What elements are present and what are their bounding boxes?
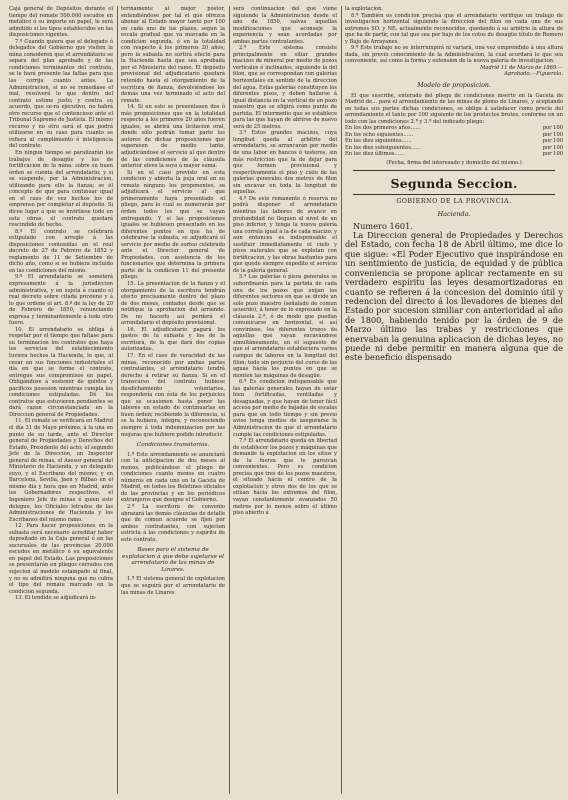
paragraph: Caja general de Depósitos durante el tiempo del remate 500.000 escudos en metálico ó su importe en papel, le será admitido si los tipos establecidos en las disposiciones vigentes. bbox=[9, 6, 113, 39]
form-row-value: por 100 bbox=[542, 125, 563, 132]
column-4 bbox=[342, 6, 566, 794]
form-row-label: En los diez subsiguientes...... bbox=[345, 144, 421, 151]
paragraph: 9.ª Este trabajo no se interrumpirá ni variará, una vez emprendido á una altura dada, sin previo conocimiento de la Administracion, la cual acordará lo que sea conveniente, así como la forma y extension de la nueva galería de investigacion. bbox=[345, 45, 563, 65]
paragraph: 7.ª El arrendatario queda en libertad de establecer los pozos y máquinas que demande la explotacion en los sitios y de la fuerza que le parezcan convenientes. Pero es condicion precisa que tres de los pozos maestros, el situado hácia el centro de la explotacion y otros dos de los que se sitúan hácia los extremos del filon, vayan constantemente avanzados 50 metros por lo menos sobre el último piso abierto á bbox=[233, 438, 337, 517]
column-1 bbox=[6, 6, 116, 794]
paragraph: La Direccion general de Propiedades y Derechos del Estado, con fecha 18 de Abril último, me dice lo que sigue: «El Poder Ejecutivo que inspirándose en un sentimiento de justicia, de equidad y de pública conveniencia se propone aplicar rectamente en su verdadero espíritu las leyes desamortizadoras en cuanto se refieren á la concesion del dominio útil y redencion del directo á los llevadores de bienes del Estado por sucesion similiar con anterioridad al año de 1800, habiendo tenido por la órden de 9 de Marzo último las trabas y restricciones que enervaban la genuina aplicacion de dichas leyes, no puede ni debe permitir en manera alguna que de este beneficio dispensado bbox=[345, 230, 563, 363]
paragraph: 8.ª También es condicion precisa que el arrendatario verifique un trabajo de investigacion horizontal siguiendo la direccion del filon en cada uno de sus extremos SO. y NE. actualmente reconocidos, quedando á su arbitrio la altura de que ha de partir, con tal que sea por bajo de los cotos de desagüe título de Romero y Bajo de Arrayanes. bbox=[345, 12, 563, 45]
big-text-block bbox=[345, 222, 563, 363]
paragraph: 11. El remate se verificará en Madrid el día 31 de Mayo próximo, á la una en punto de su tarde, ante el Director general de Propiedades y Derechos del Estado, Presidente del acto; el segundo Jefe de la Direccion, un Inspector general de minas, el Asesor general del Ministerio de Hacienda, y un delegado suyo, y el Escribano del mismo; y en Barcelona, Sevilla, Jaen y Bilbao en el mismo dia y hora que en Madrid, ante los Gobernadores respectivos, el Ingeniero Jefe de minas é quien este delegue, los Oficiales letrados de las Administraciones de Hacienda y los Escribanos del mismo ramo. bbox=[9, 418, 113, 523]
paragraph: 13. El tendido se adjudicará in- bbox=[15, 595, 97, 602]
paragraph: 9.º El arrendatario se someterá expresamente á la jurisdiccion administrativa, y en sujeta á cuanto el real decreto sobre citada previene y á lo que ordene el art. 8.º de la ley de 20 de Febrero de 1850, renunciando expresa y terminantemente á todo otro fuero. bbox=[9, 274, 113, 327]
section-heading: Bases para el sistema de explotacion á que debe sujetarse el arrendatario de las minas de Linares. bbox=[122, 547, 224, 573]
paragraph: 1.ª Este arrendamiento se anunciará con la anticipacion de dos meses al menos, publicándose el pliego de condiciones cuanto menos en cuatro números en cada uno en la Gaceta de Madrid, en todos los Boletines oficiales de las provincias y en los periódicos extranjeros que designe el Gobierno. bbox=[121, 451, 225, 504]
hacienda-heading: Hacienda. bbox=[437, 210, 471, 219]
paragraph: 2.ª La escritura de convenio abrazará las demás cláusulas de detalle que de comun acuerdo se fijen por ambos contratantes, con sujecion estricta á las condiciones y espíritu de este contrato. bbox=[121, 504, 225, 543]
form-row bbox=[345, 151, 563, 158]
numero: Numero 1601. bbox=[353, 220, 413, 231]
paragraph: 10. El arrendatario se obliga á respetar por el tiempo que faltase para su terminacion los contratos que haya los servicios del establecimiento tuviera hechos la Hacienda, lo que, al cesar en sus funciones industriales el día en que se forme el contrato, entregue sus compromisos en papel. Obligándose á sostener de quietos y pacificos posesion mientras cumpla los condiciones estipuladas. Dé los contratos que estuvieren pendientes se dará razon circunstanciada en la Direccion general de Propiedades. bbox=[9, 326, 113, 418]
column-3 bbox=[230, 6, 340, 794]
paragraph: 12. Para hacer proposiciones en la subasta será necesario acreditar haber depositado en la Caja general ó en las sucursales de las provincias 20.000 escudos en metálico ó su equivalente en papel del Estado. Las proposiciones se presentarán en pliegos cerrados con sujecion al modelo estampado al final, y no se admitirá ninguna que no cubra el tipo del remate marcado en la condicion segunda. bbox=[9, 523, 113, 595]
paragraph: 6.ª Es condicion indispensable que las galerías generales hayan de estar bien fortificadas, ventiladas y desaguadas, y que hayan de tener fácil acceso por medio de bajadas de escalas para que en todo tiempo y sin previo aviso tenga medios de asegurarse la Administracion de que el arrendatario cumple las condiciones estipuladas. bbox=[233, 379, 337, 438]
paragraph: 15. La presentacion de la fianza y el otorgamiento de la escritura tendrán efecto precisamente dentro del plazo de dos meses, contados desde que se notifique la aprobacion del arriendo. De no hacerlo así perderá el arrendatario el depósito provisional. bbox=[121, 280, 225, 327]
paragraph: En ningun tiempo se paralizarán los trabajos de desagüe y los de fortificacion de la mina: sobre su buen órden se cuenta del arrendatario; y si se suspende, por la Administracion, utilizando para ello la fianza; se él concepto de que para continuar igual en el caso de vez hechos los de emprenso por completar el depósito. Si dicee lugar á que se invirtiese todo en esta obras, el contrato quedará rescindido de hecho. bbox=[9, 150, 113, 229]
form-row-value: por 100 bbox=[542, 144, 563, 151]
form-row-value: por 100 bbox=[542, 151, 563, 158]
paragraph: 8.º El contrato se celebrará estipulado con arreglo á las disposiciones contenidas en el real decreto de 27 de Febrero de 1852 y reglamento de 11 de Setiembre de dicho año, como si se hubiera incluido en las condiciones del mismo. bbox=[9, 228, 113, 274]
paragraph: 14. Si en este se presentasen dos ó más proposiciones que en la totalidad respecto á los primeros 20 años fueren iguales, se abrirá una licitacion oral, donde sólo podrán tomar parte los autores de dichas proposiciones que superasen de medio tanto, adjudicándose el servicio al que dentro de las condiciones de la cláusula anterior eleve la suya á mayor suma. bbox=[121, 104, 225, 170]
form-row-label: En los diez siguientes...... bbox=[345, 138, 412, 145]
form-row-value: por 100 bbox=[542, 138, 563, 145]
form-row-label: En los dos primeros años...... bbox=[345, 125, 421, 132]
paragraph: El que suscribe, enterado del pliego de condiciones inserto en la Gaceta de Madrid de... para el arrendamiento de las minas de plomo de Linares, y aceptando en todas sus partes dichas condiciones, se obliga á satisfacer como precio del arrendamiento el tanto por 100 siguiente de los productos brutos, conforme en un todo con las condiciones 2.ª y 3.ª del indicado pliego: bbox=[345, 92, 563, 125]
paragraph: terinamente al mejor postor, entendiéndose por tal el que ofrezca abonar al Estado mayor tanto por 100 en cada uno de los plazos, segun la escala gradual que va marcada en la condicion segunda, ó en la totalidad con respecto á los primeros 20 años; pero la subasta no surtirá efecto para la Hacienda hasta que sea aprobada por el Ministerio del ramo. El depósito provisional del adjudicatario quedará retenido hasta el otorgamiento de la escritura de fianza, devolviéndose los demás una vez terminado el acto del remate. bbox=[121, 6, 225, 104]
paragraph: Si en el caso previsto en esta condicion y abierta la puja oral en su remate ninguno los proponentes, se adjudicará el servicio al que primeramente haya presentado el pliego, para lo cual se numerarán por órden todos los que se vayan entregando. Y si las proposiciones iguales se hubiesen presentado en los diferentes puntos en que ha de celebrarse la subasta, se adjudicará el servicio por medio de sorteo celebrado ante el Director general de Propiedades, con asistencia de los funcionarios que determina la primera parte de la condicion 11 del presente pliego. bbox=[121, 169, 225, 281]
paragraph: 7.º Cuando quiera que el delegado ó delegados del Gobierno que visiten la mina consideren que el arrendatario se separa del plan aprobado y de las condiciones terminantes del contrato, se le hará presente las faltas para que las corrija cuanto antes. La Administracion, si no se remediase el mal, resolverá lo que dentro del contrato estime justo; y contra su acuerdo, que se-rá ejecutivo, no habrá otro recurso que el contencioso ante el Tribunal Supremo de Justicia. El mismo recurso y no otro será el que podrá utilizarse en su caso para cuanto se refiera al cumplimiento é inteligencia del contrato. bbox=[9, 38, 113, 150]
paragraph: 1.ª El sistema general de explotacion que se seguirá por el arrendatario de las minas de Linares bbox=[121, 576, 225, 596]
paragraph: 5.ª Las galerías ó pisos generales se subordinarán para la partida de cada uno de los pozos que exijan los diferentes sectores en que se divide un solo pozo maestro (señalado de comun acuerdo), á tenor de lo expresado en la cláusula 2.ª, ó de modo que puedan comunicarse en horizontal, si así conviniese, los diferentes trozos de aquellas que vayan excavándose simultáneamente, en el supuesto de que el arrendatario estableciera varios campos de labores en la longitud del filon; todo sin perjuicio del curso de las aguas hácia los puntos en que se monten las máquinas de desagüe. bbox=[233, 274, 337, 379]
column-2 bbox=[118, 6, 228, 794]
gobierno-heading: GOBIERNO DE LA PROVINCIA. bbox=[396, 197, 512, 205]
paragraph: será continuacion del que viene siguiendo la Administracion desde el año de 1850, salvas aquellas modificaciones que aconseje la experiencia y sean acordadas por ambas partes contratantes. bbox=[233, 6, 337, 45]
section-heading: Condiciones transitorias. bbox=[136, 442, 210, 449]
form-row-value: por 100 bbox=[542, 131, 563, 138]
paragraph: 3.ª Estos grandes macizos, cuya longitud queda al arbitrio del arrendatario, se arrancarán por medio de una labor en bancos ó testeros, sin más restriccion que la de dejar para que formen provisional y respectivamente el piso y cielo de las galerías generales dos metros de filon sin excavar en toda la longitud de aquellas. bbox=[233, 130, 337, 196]
signature-approved: Aprobado.—Figuerola. bbox=[504, 71, 563, 78]
section-title: Segunda Seccion. bbox=[390, 175, 518, 191]
form-row-label: En los ocho siguientes...... bbox=[345, 131, 414, 138]
paragraph: 2.ª Este sistema consiste principalmente en sitiar grandes macizos de mineral por medio de pozos verticales é inclinados, siguiendo la del filon, que se correspondan con galerías horizontales en sentido de la direccion del agua. Estas galerías constituyen los diferentes pisos, y deben hallarse á igual distancia en la vertical de un pozo maestro que se eligirá como punto de partida. El intermedio que se establece para las que hayan de abrirse de nuevo será de 25 metros. bbox=[233, 45, 337, 130]
model-title: Modelo de proposicion. bbox=[417, 82, 491, 90]
paragraph: 16. El adjudicatario pagará los gastos de la subasta y los de la escritura, de la que dará dos copias autorizadas. bbox=[121, 326, 225, 353]
divider bbox=[353, 170, 555, 171]
fecha-note: (Fecha, firma del interesado y domicilio del mismo.) bbox=[386, 160, 522, 167]
columns bbox=[6, 6, 564, 794]
paragraph: 4.ª De este remanente ó reserva no podrá disponer el arrendatario mientras las labores de avance en profundidad no lleguen al nivel de un piso inferior, y tenga la nueva galería una correla igual á la de cada macizo; y aun entonces es indispensable el sustituir inmediatamente el cielo y pisos naturales que se explotan con fortificacion, y las obras bastantes para que quede siempre expedito el servicio de la galería general. bbox=[233, 195, 337, 274]
form-row-label: En los diez últimos...... bbox=[345, 151, 405, 158]
paragraph: 17. En el caso de veracidad de las minas, reconocido por ambas partes contratantes, el arrendatario tendrá derecho á retirar su fianza. Si en el transcurso del contrato hubiese desdichamiento voluntarios, respondería con ésta de los perjuicios que se ocasionen hasta poner las labores en estado de continuarlas en buen órden; recibiendo la diferencia, si se la hubiera, íntegra, y reconociendo siempre á toda indemnizacion por las mejoras que hubiere podido introducir. bbox=[121, 352, 225, 438]
paragraph: la explotacion. bbox=[345, 6, 384, 12]
signature-date: Madrid 11 de Marzo de 1869.— bbox=[480, 64, 563, 71]
divider bbox=[353, 194, 555, 195]
